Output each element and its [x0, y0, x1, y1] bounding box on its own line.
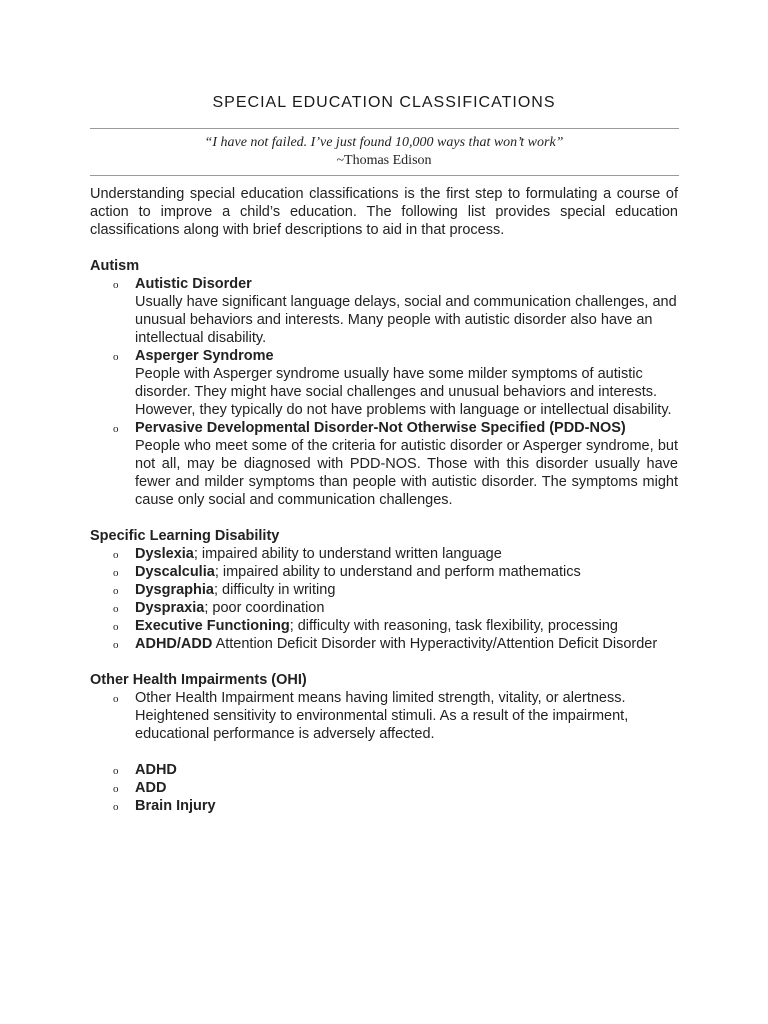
bullet-icon: o [113, 423, 119, 435]
quote-block [0, 134, 768, 170]
bullet-icon: o [113, 567, 119, 579]
bullet-icon: o [113, 585, 119, 597]
list-item [90, 599, 678, 617]
item-name: Executive Functioning [135, 618, 290, 634]
list-item [90, 275, 678, 347]
item-description: ; impaired ability to understand written language [193, 546, 502, 562]
page-title: SPECIAL EDUCATION CLASSIFICATIONS [212, 94, 556, 111]
list-item [90, 689, 678, 743]
item-name: ADD [135, 780, 167, 796]
item-name: Asperger Syndrome [135, 348, 274, 364]
ohi-conditions-list [90, 761, 678, 815]
item-name: Pervasive Developmental Disorder-Not Otherwise Specified (PDD-NOS) [135, 420, 626, 436]
item-description: ; difficulty with reasoning, task flexibility, processing [289, 618, 618, 634]
item-description: ; difficulty in writing [213, 582, 336, 598]
item-name: Autistic Disorder [135, 276, 252, 292]
item-name: Dyslexia [135, 546, 194, 562]
section-ohi [90, 671, 678, 815]
item-description: ; poor coordination [204, 600, 325, 616]
autism-list [90, 275, 678, 509]
bullet-icon: o [113, 783, 119, 795]
bullet-icon: o [113, 351, 119, 363]
item-name: Dysgraphia [135, 582, 214, 598]
intro-paragraph: Understanding special education classifications is the first step to formulating a course of action to improve a child’s education. The following list provides special education classifications along with brief descriptions to aid in that process. [90, 186, 678, 238]
section-heading: Other Health Impairments (OHI) [90, 672, 307, 688]
bullet-icon: o [113, 279, 119, 291]
list-item [90, 761, 678, 779]
main-content [90, 185, 678, 833]
list-item [90, 779, 678, 797]
list-item [90, 545, 678, 563]
list-item [90, 797, 678, 815]
bullet-icon: o [113, 621, 119, 633]
list-item [90, 419, 678, 509]
bullet-icon: o [113, 765, 119, 777]
divider-top [90, 128, 679, 129]
bullet-icon: o [113, 693, 119, 705]
ohi-list [90, 689, 678, 743]
section-autism [90, 257, 678, 509]
item-name: Brain Injury [135, 798, 216, 814]
item-description: ; impaired ability to understand and perform mathematics [214, 564, 581, 580]
list-item [90, 581, 678, 599]
item-name: Dyspraxia [135, 600, 205, 616]
section-sld [90, 527, 678, 653]
list-item [90, 347, 678, 419]
item-name: ADHD/ADD [135, 636, 213, 652]
list-item [90, 563, 678, 581]
item-description: Other Health Impairment means having limited strength, vitality, or alertness. Heightened sensitivity to environmental stimuli. As a result of the impairment, educational performance is adversely affected. [135, 690, 629, 742]
divider-bottom [90, 175, 679, 176]
bullet-icon: o [113, 603, 119, 615]
list-item [90, 635, 678, 653]
section-heading: Autism [90, 258, 140, 274]
section-heading: Specific Learning Disability [90, 528, 280, 544]
quote-text: “I have not failed. I’ve just found 10,000 ways that won’t work” [204, 135, 564, 150]
item-description: People with Asperger syndrome usually have some milder symptoms of autistic disorder. They might have social challenges and unusual behaviors and interests. However, they typically do not have problems with language or intellectual disability. [135, 366, 672, 418]
sld-list [90, 545, 678, 653]
item-description: Usually have significant language delays, social and communication challenges, and unusual behaviors and interests. Many people with autistic disorder also have an intellectual disability. [135, 294, 677, 346]
item-description: Attention Deficit Disorder with Hyperactivity/Attention Deficit Disorder [212, 636, 658, 652]
bullet-icon: o [113, 549, 119, 561]
item-description: People who meet some of the criteria for autistic disorder or Asperger syndrome, but not all, may be diagnosed with PDD-NOS. Those with this disorder usually have fewer and milder symptoms than people with autistic disorder. The symptoms might cause only social and communication challenges. [135, 438, 678, 508]
bullet-icon: o [113, 801, 119, 813]
quote-author: ~Thomas Edison [336, 153, 432, 168]
item-name: ADHD [135, 762, 177, 778]
list-item [90, 617, 678, 635]
item-name: Dyscalculia [135, 564, 215, 580]
bullet-icon: o [113, 639, 119, 651]
